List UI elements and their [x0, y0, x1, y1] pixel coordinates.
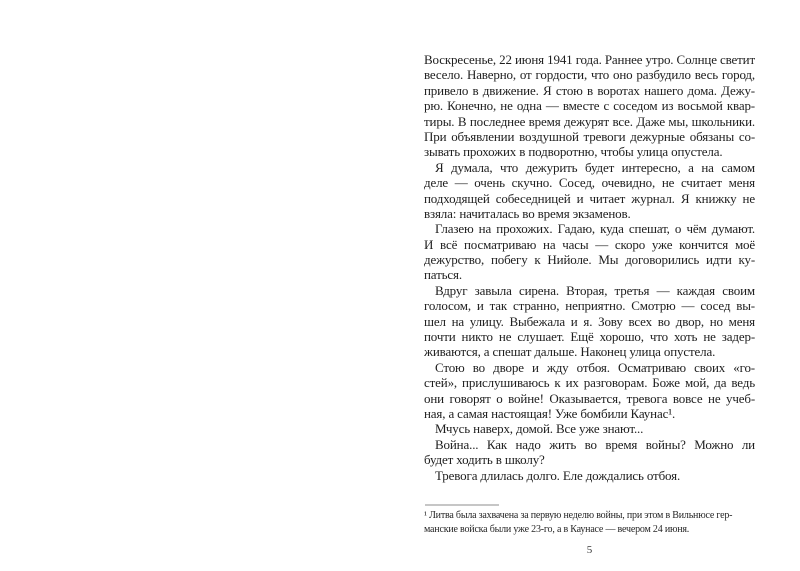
text-line: ная, а самая настоящая! Уже бомбили Каунас¹. — [424, 405, 676, 421]
text-line: Глазею на прохожих. Гадаю, куда спешат, о чём думают. — [435, 221, 755, 237]
text-line: тиры. В последнее время дежурят все. Даже мы, школьники. — [424, 113, 755, 129]
text-line: Война... Как надо жить во время войны? Можно ли — [435, 436, 755, 452]
page-number: 5 — [586, 544, 593, 556]
paragraph — [424, 283, 755, 360]
text-line: Стою во дворе и жду отбоя. Осматриваю своих «го- — [435, 359, 755, 375]
text-line: И всё посматриваю на часы — скоро уже кончится моё — [424, 236, 755, 252]
text-line: При объявлении воздушной тревоги дежурные обязаны со- — [424, 128, 755, 144]
text-line: дежурство, побегу к Нийоле. Мы договорились идти ку- — [424, 252, 755, 268]
footnote — [424, 509, 762, 537]
text-line: живаются, а спешат дальше. Наконец улица опустела. — [424, 344, 716, 360]
text-line: паться. — [424, 267, 462, 283]
paragraph — [424, 468, 755, 483]
text-line: привело в движение. Я стою в воротах нашего дома. Дежу- — [424, 82, 755, 98]
paragraph — [424, 437, 755, 468]
paragraph — [424, 221, 755, 283]
text-line: почти никто не слушает. Ещё хорошо, что хоть не задер- — [424, 329, 755, 345]
footnote-line: ¹ Литва была захвачена за первую неделю войны, при этом в Вильнюсе гер- — [424, 510, 733, 521]
footnote-line: манские войска были уже 23-го, а в Каунасе — вечером 24 июня. — [424, 524, 690, 535]
text-line: Тревога длилась долго. Еле дождались отбоя. — [435, 467, 681, 483]
text-line: стей», прислушиваюсь к их разговорам. Боже мой, да ведь — [424, 375, 755, 391]
paragraph — [424, 52, 755, 160]
text-line: весело. Наверно, от гордости, что оно разбудило весь город, — [424, 67, 755, 83]
text-line: будет ходить в школу? — [424, 452, 545, 468]
text-line: рю. Конечно, не одна — вместе с соседом из восьмой квар- — [424, 98, 755, 114]
text-line: взяла: начиталась во время экзаменов. — [424, 205, 631, 221]
text-line: шел на улицу. Выбежала и я. Зову всех во двор, но меня — [424, 313, 755, 329]
paragraph — [424, 160, 755, 222]
text-line: голосом, и так странно, неприятно. Смотрю — сосед вы- — [424, 298, 755, 314]
text-line: Вдруг завыла сирена. Вторая, третья — каждая своим — [435, 282, 755, 298]
text-line: деле — очень скучно. Сосед, очевидно, не считает меня — [424, 175, 755, 191]
text-line: Я думала, что дежурить будет интересно, а на самом — [435, 159, 755, 175]
paragraph — [424, 421, 755, 436]
paragraph — [424, 360, 755, 422]
footnote-divider — [425, 504, 499, 506]
text-line: Воскресенье, 22 июня 1941 года. Раннее утро. Солнце светит — [424, 52, 755, 67]
text-line: Мчусь наверх, домой. Все уже знают... — [435, 421, 644, 437]
text-line: они говорят о войне! Оказывается, тревога вовсе не учеб- — [424, 390, 755, 406]
text-line: подходящей собеседницей и читает журнал. Я книжку не — [424, 190, 755, 206]
text-line: зывать прохожих в подворотню, чтобы улица опустела. — [424, 144, 723, 160]
main-text-column — [424, 52, 755, 483]
